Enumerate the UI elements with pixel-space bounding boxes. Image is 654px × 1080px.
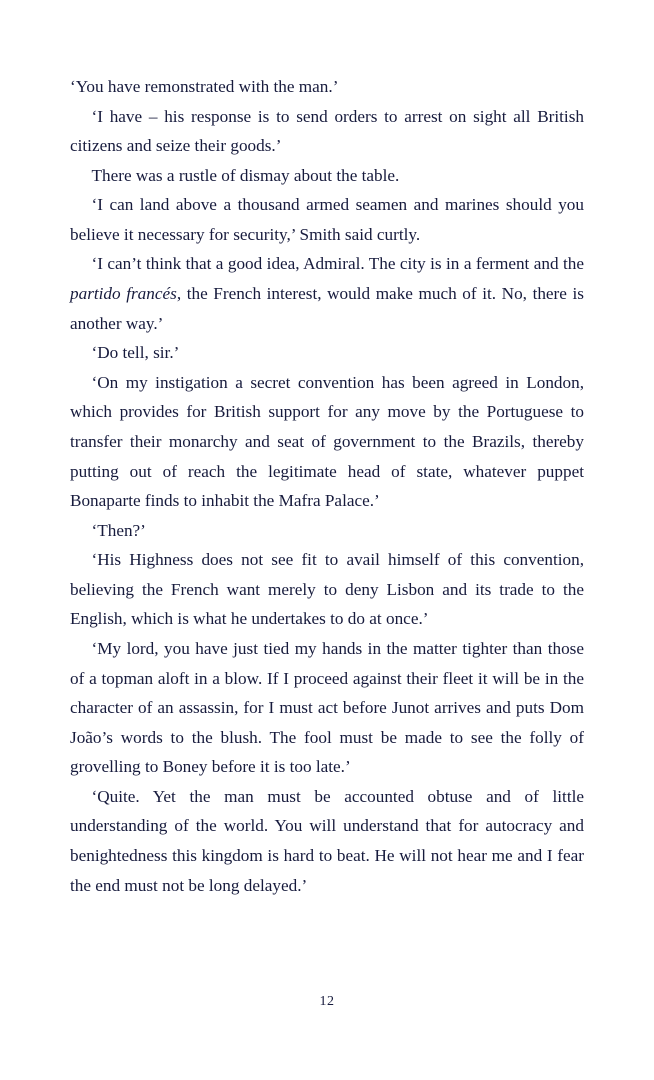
paragraph: ‘I have – his response is to send orders to arrest on sight all British citizens and seize their goods.’ — [70, 106, 584, 156]
paragraph: ‘His Highness does not see fit to avail himself of this convention, believing the French want merely to deny Lisbon and its trade to the English, which is what he undertakes to do at once.’ — [70, 550, 584, 629]
paragraph: There was a rustle of dismay about the table. — [91, 165, 400, 185]
paragraph: ‘Do tell, sir.’ — [91, 343, 180, 363]
paragraph: ‘I can land above a thousand armed seamen and marines should you believe it necessary for security,’ Smith said curtly. — [70, 195, 584, 244]
paragraph: ‘You have remonstrated with the man.’ — [70, 77, 339, 96]
paragraph: ‘I can’t think that a good idea, Admiral. The city is in a ferment and the partido francés, the French interest, would make much of it. No, there is another way.’ — [70, 254, 584, 333]
paragraph: ‘On my instigation a secret convention has been agreed in London, which provides for British support for any move by the Portuguese to transfer their monarchy and seat of government to the Brazils, thereby putting out of reach the legitimate head of state, whatever puppet Bonaparte finds to inhabit the Mafra Palace.’ — [70, 372, 584, 511]
page-number: 12 — [319, 994, 335, 1009]
page-body-text — [70, 72, 584, 900]
paragraph: ‘Quite. Yet the man must be accounted obtuse and of little understanding of the world. You will understand that for autocracy and benightedness this kingdom is hard to beat. He will not hear me and I fear the end must not be long delayed.’ — [70, 786, 584, 895]
paragraph: ‘Then?’ — [91, 520, 146, 540]
paragraph: ‘My lord, you have just tied my hands in the matter tighter than those of a topman aloft in a blow. If I proceed against their fleet it will be in the character of an assassin, for I must act before Junot arrives and puts Dom João’s words to the blush. The fool must be made to see the folly of grovelling to Boney before it is too late.’ — [70, 638, 584, 777]
